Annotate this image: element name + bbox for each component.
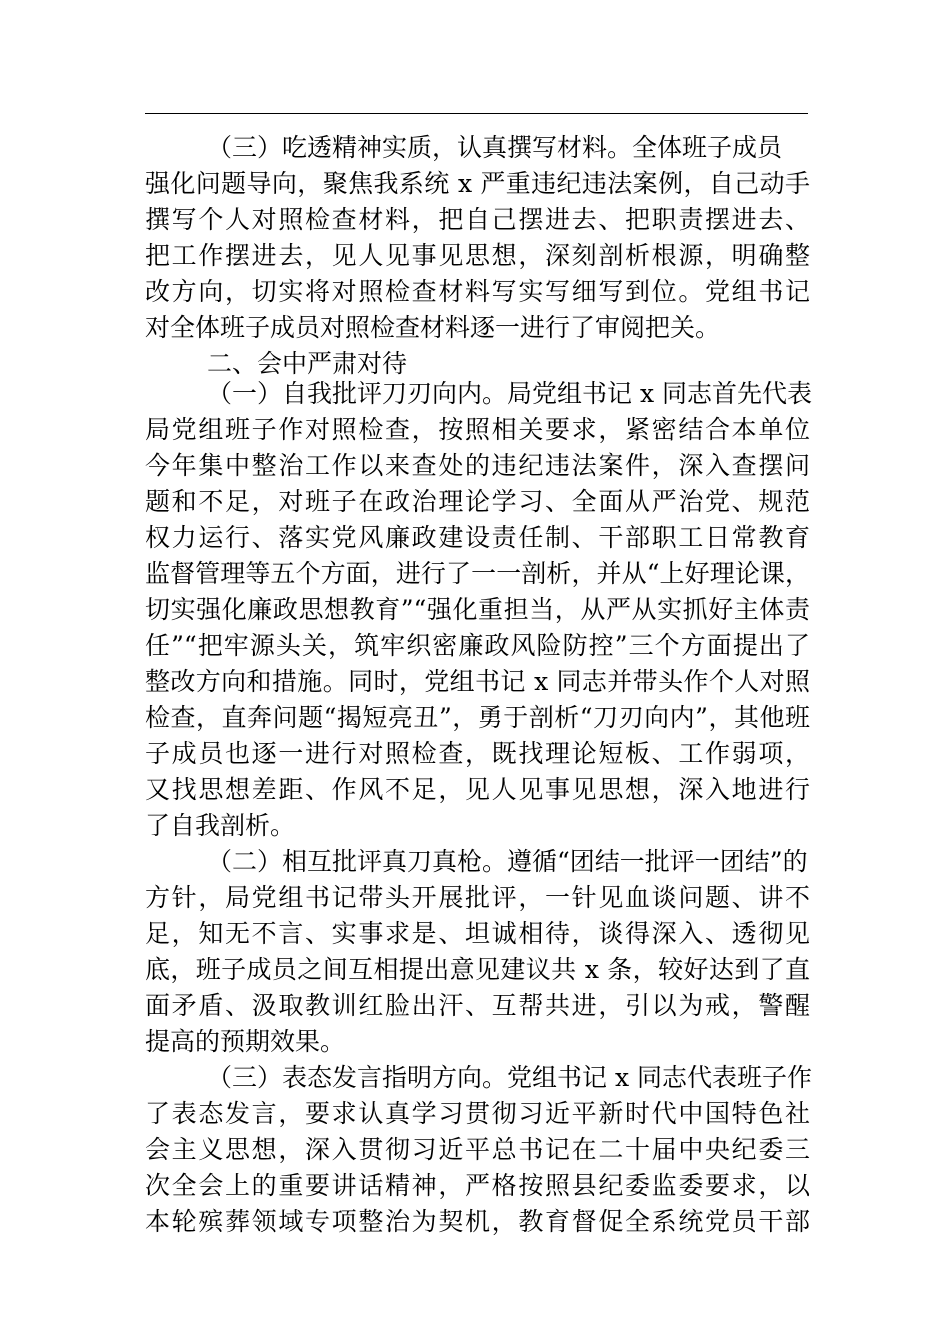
paragraph-line: 改方向，切实将对照检查材料写实写细写到位。党组书记	[145, 277, 810, 306]
paragraph-line: 权力运行、落实党风廉政建设责任制、干部职工日常教育	[145, 523, 810, 552]
paragraph-line: 监督管理等五个方面，进行了一一剖析，并从“上好理论课，	[145, 559, 810, 588]
paragraph-line: 面矛盾、汲取教训红脸出汗、互帮共进，引以为戒，警醒	[145, 991, 810, 1020]
section-heading: 二、会中严肃对待	[207, 349, 408, 378]
paragraph-line: 了自我剖析。	[145, 811, 296, 840]
paragraph-line: 题和不足，对班子在政治理论学习、全面从严治党、规范	[145, 487, 810, 516]
paragraph-line: 把工作摆进去，见人见事见思想，深刻剖析根源，明确整	[145, 241, 810, 270]
paragraph-line: 又找思想差距、作风不足，见人见事见思想，深入地进行	[145, 775, 810, 804]
paragraph-line: 底，班子成员之间互相提出意见建议共 x 条，较好达到了直	[145, 955, 810, 984]
paragraph-line: 对全体班子成员对照检查材料逐一进行了审阅把关。	[145, 313, 721, 342]
paragraph-line: （三）表态发言指明方向。党组书记 x 同志代表班子作	[207, 1063, 812, 1092]
paragraph-line: 会主义思想，深入贯彻习近平总书记在二十届中央纪委三	[145, 1135, 810, 1164]
paragraph-line: 局党组班子作对照检查，按照相关要求，紧密结合本单位	[145, 415, 810, 444]
paragraph-line: 撰写个人对照检查材料，把自己摆进去、把职责摆进去、	[145, 205, 810, 234]
paragraph-line: 整改方向和措施。同时，党组书记 x 同志并带头作个人对照	[145, 667, 810, 696]
paragraph-line: 检查，直奔问题“揭短亮丑”，勇于剖析“刀刃向内”，其他班	[145, 703, 810, 732]
paragraph-line: （三）吃透精神实质，认真撰写材料。全体班子成员	[207, 133, 783, 162]
header-rule	[145, 113, 808, 114]
paragraph-line: （二）相互批评真刀真枪。遵循“团结一批评一团结”的	[207, 847, 808, 876]
paragraph-line: 今年集中整治工作以来查处的违纪违法案件，深入查摆问	[145, 451, 810, 480]
paragraph-line: 本轮殡葬领域专项整治为契机，教育督促全系统党员干部	[145, 1207, 810, 1236]
paragraph-line: 提高的预期效果。	[145, 1027, 346, 1056]
paragraph-line: 强化问题导向，聚焦我系统 x 严重违纪违法案例，自己动手	[145, 169, 810, 198]
paragraph-line: 子成员也逐一进行对照检查，既找理论短板、工作弱项，	[145, 739, 810, 768]
paragraph-line: （一）自我批评刀刃向内。局党组书记 x 同志首先代表	[207, 379, 812, 408]
paragraph-line: 次全会上的重要讲话精神，严格按照县纪委监委要求，以	[145, 1171, 810, 1200]
paragraph-line: 足，知无不言、实事求是、坦诚相待，谈得深入、透彻见	[145, 919, 810, 948]
paragraph-line: 了表态发言，要求认真学习贯彻习近平新时代中国特色社	[145, 1099, 810, 1128]
paragraph-line: 方针，局党组书记带头开展批评，一针见血谈问题、讲不	[145, 883, 810, 912]
paragraph-line: 切实强化廉政思想教育”“强化重担当，从严从实抓好主体责	[145, 595, 810, 624]
paragraph-line: 任”“把牢源头关，筑牢织密廉政风险防控”三个方面提出了	[145, 631, 810, 660]
